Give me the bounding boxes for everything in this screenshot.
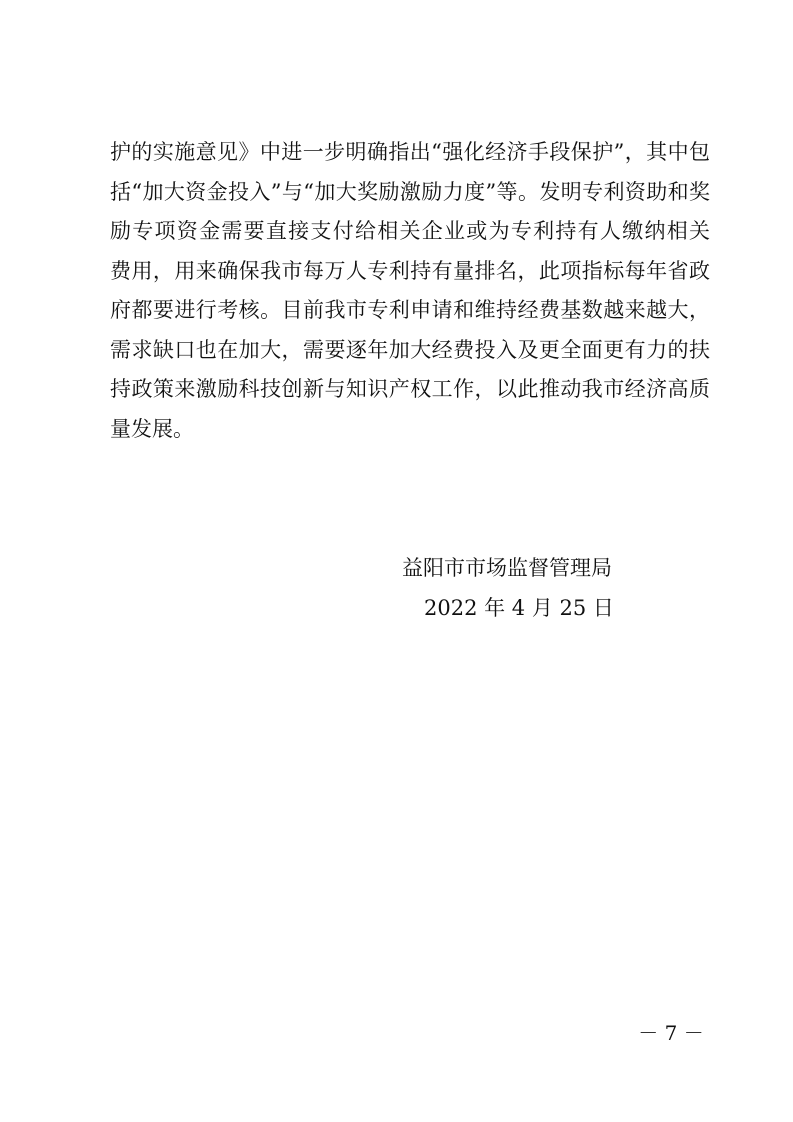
paragraph-line: 括“加大资金投入”与“加大奖励激励力度”等。发明专利资助和奖 [110,179,710,204]
signature-block [402,548,632,628]
paragraph-line: 府都要进行考核。目前我市专利申请和维持经费基数越来越大， [110,298,710,322]
body-paragraph [110,133,710,449]
paragraph-line: 持政策来激励科技创新与知识产权工作，以此推动我市经济高质 [110,377,710,401]
paragraph-line: 励专项资金需要直接支付给相关企业或为专利持有人缴纳相关 [110,219,710,243]
page-number: － 7 － [638,1021,704,1045]
paragraph-line: 费用，用来确保我市每万人专利持有量排名，此项指标每年省政 [110,258,710,283]
paragraph-line: 量发展。 [110,416,194,441]
signing-date: 2022 年 4 月 25 日 [424,596,614,620]
paragraph-line: 护的实施意见》中进一步明确指出“强化经济手段保护”，其中包 [110,140,710,164]
signing-organization: 益阳市市场监督管理局 [402,556,612,580]
paragraph-line: 需求缺口也在加大，需要逐年加大经费投入及更全面更有力的扶 [110,337,710,362]
